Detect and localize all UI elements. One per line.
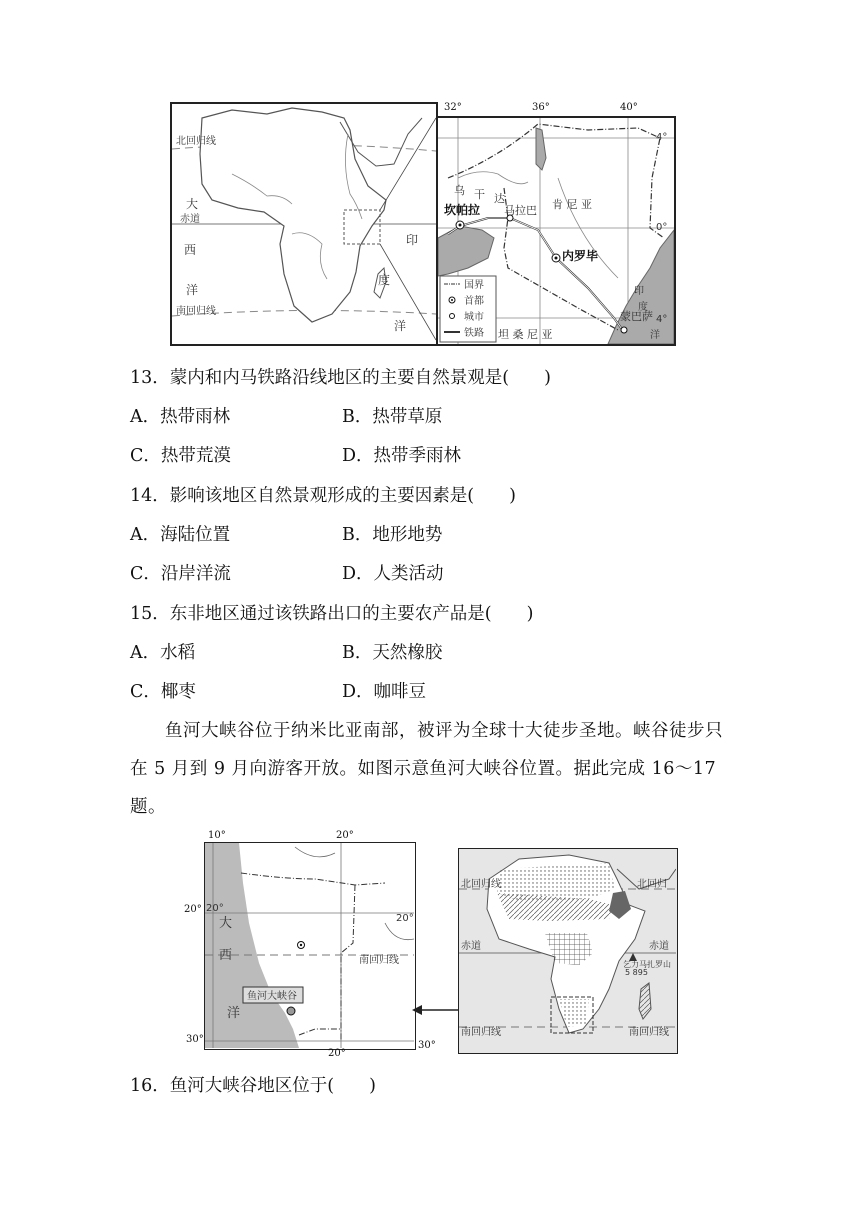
- kenya-label: 肯 尼 亚: [552, 198, 592, 211]
- q13-stem: 13．蒙内和内马铁路沿线地区的主要自然景观是( ): [130, 368, 551, 388]
- kampala-label: 坎帕拉: [444, 203, 481, 217]
- ocean-label-3: 洋: [650, 330, 660, 341]
- q15-option-c: C．椰枣: [130, 682, 196, 702]
- ocean-label-2: 度: [638, 302, 648, 313]
- reading-passage: 鱼河大峡谷位于纳米比亚南部，被评为全球十大徒步圣地。峡谷徒步只在 5 月到 9 月向游客开放。如图示意鱼河大峡谷位置。据此完成 16～17 题。: [130, 721, 723, 817]
- indian-label-2: 度: [378, 273, 391, 287]
- africa-thematic-map: [458, 848, 678, 1054]
- fish-river-canyon-icon: [287, 1007, 295, 1015]
- lake-victoria: [438, 226, 494, 276]
- tropic-s-right: 南回归线: [629, 1027, 669, 1038]
- arrow-icon: [412, 1002, 462, 1018]
- q13-option-a: A．热带雨林: [130, 407, 231, 427]
- q14-option-a: A．海陆位置: [130, 525, 231, 545]
- canyon-label: 鱼河大峡谷: [247, 991, 297, 1002]
- africa-thematic-svg: [459, 849, 676, 1052]
- atlantic-label-3: 洋: [186, 283, 199, 297]
- q14-option-b: B．地形地势: [342, 525, 443, 545]
- q15-option-d: D．咖啡豆: [342, 682, 427, 702]
- namibia-map-svg: [205, 843, 414, 1048]
- lon-36-top: 36°: [532, 102, 550, 113]
- legend-border: 国界: [464, 280, 484, 291]
- tropic-s-label: 南回归线: [176, 306, 216, 317]
- atlantic-label-1: 大: [186, 197, 199, 211]
- ocean-label-1: 大: [219, 916, 233, 931]
- atlantic-ocean-area: [205, 843, 299, 1048]
- lat-30-right-label: 30°: [418, 1040, 436, 1051]
- lon-20-top-label: 20°: [336, 830, 354, 841]
- tropic-n-right: 北回归: [637, 879, 667, 890]
- legend-railway: 铁路: [464, 328, 484, 339]
- east-africa-inset-svg: [438, 118, 674, 344]
- africa-overview-svg: [172, 104, 436, 344]
- lat-20-outer-label: 20°: [184, 904, 202, 915]
- kilimanjaro-elev: 5 895: [625, 968, 648, 977]
- q15-option-a: A．水稻: [130, 643, 196, 663]
- lon-32-top: 32°: [444, 102, 462, 113]
- equator-label: 赤道: [180, 214, 200, 225]
- uganda-label-3: 达: [494, 192, 505, 205]
- lat-0-label: 0°: [656, 222, 668, 233]
- lon-32-label: [446, 118, 464, 119]
- mombasa-city-icon: [621, 327, 627, 333]
- kilimanjaro-name: 乞力马扎罗山: [623, 960, 671, 969]
- lat-20-left: 20°: [206, 903, 224, 914]
- q15-stem: 15．东非地区通过该铁路出口的主要农产品是( ): [130, 604, 534, 624]
- legend-city: 城市: [464, 312, 484, 323]
- lat-20-right: 20°: [396, 913, 414, 924]
- lat-30-left-label: 30°: [186, 1034, 204, 1045]
- tropic-s-left: 南回归线: [461, 1027, 501, 1038]
- q13-option-c: C．热带荒漠: [130, 446, 231, 466]
- q13-option-d: D．热带季雨林: [342, 446, 462, 466]
- equator-right: 赤道: [649, 941, 669, 952]
- uganda-label-2: 干: [474, 188, 485, 201]
- africa-overview-map: [170, 102, 438, 346]
- map-legend: [440, 276, 496, 342]
- malaba-label: 马拉巴: [504, 204, 537, 217]
- mombasa-label: 蒙巴萨: [620, 310, 653, 323]
- indian-label-1: 印: [406, 233, 419, 247]
- ocean-label-2: 西: [219, 948, 233, 963]
- legend-capital: 首都: [464, 296, 484, 307]
- uganda-label-1: 乌: [454, 184, 465, 197]
- tropic-s-label: 南回归线: [359, 955, 399, 966]
- q15-option-b: B．天然橡胶: [342, 643, 443, 663]
- tanzania-label: 坦 桑 尼 亚: [498, 328, 553, 341]
- lon-40-top: 40°: [620, 102, 638, 113]
- equator-left: 赤道: [461, 941, 481, 952]
- lat-s4-label: 4°: [656, 314, 668, 325]
- africa-outline: [200, 108, 386, 322]
- ocean-label-1: 印: [634, 286, 644, 297]
- nairobi-label: 内罗毕: [562, 249, 599, 263]
- atlantic-label-2: 西: [184, 243, 197, 257]
- q14-stem: 14．影响该地区自然景观形成的主要因素是( ): [130, 486, 516, 506]
- indian-label-3: 洋: [394, 319, 407, 333]
- q16-stem: 16．鱼河大峡谷地区位于( ): [130, 1076, 376, 1096]
- q14-option-c: C．沿岸洋流: [130, 564, 231, 584]
- ocean-label-3: 洋: [227, 1006, 241, 1021]
- q14-option-d: D．人类活动: [342, 564, 444, 584]
- q13-option-b: B．热带草原: [342, 407, 443, 427]
- lon-20-bottom-label: 20°: [328, 1048, 346, 1059]
- lat-n4-label: 4°: [656, 132, 668, 143]
- tropic-n-left: 北回归线: [461, 879, 501, 890]
- east-africa-inset-map: [436, 116, 676, 346]
- namibia-map: [204, 842, 416, 1050]
- lon-10-label: 10°: [208, 830, 226, 841]
- tropic-n-label: 北回归线: [176, 136, 216, 147]
